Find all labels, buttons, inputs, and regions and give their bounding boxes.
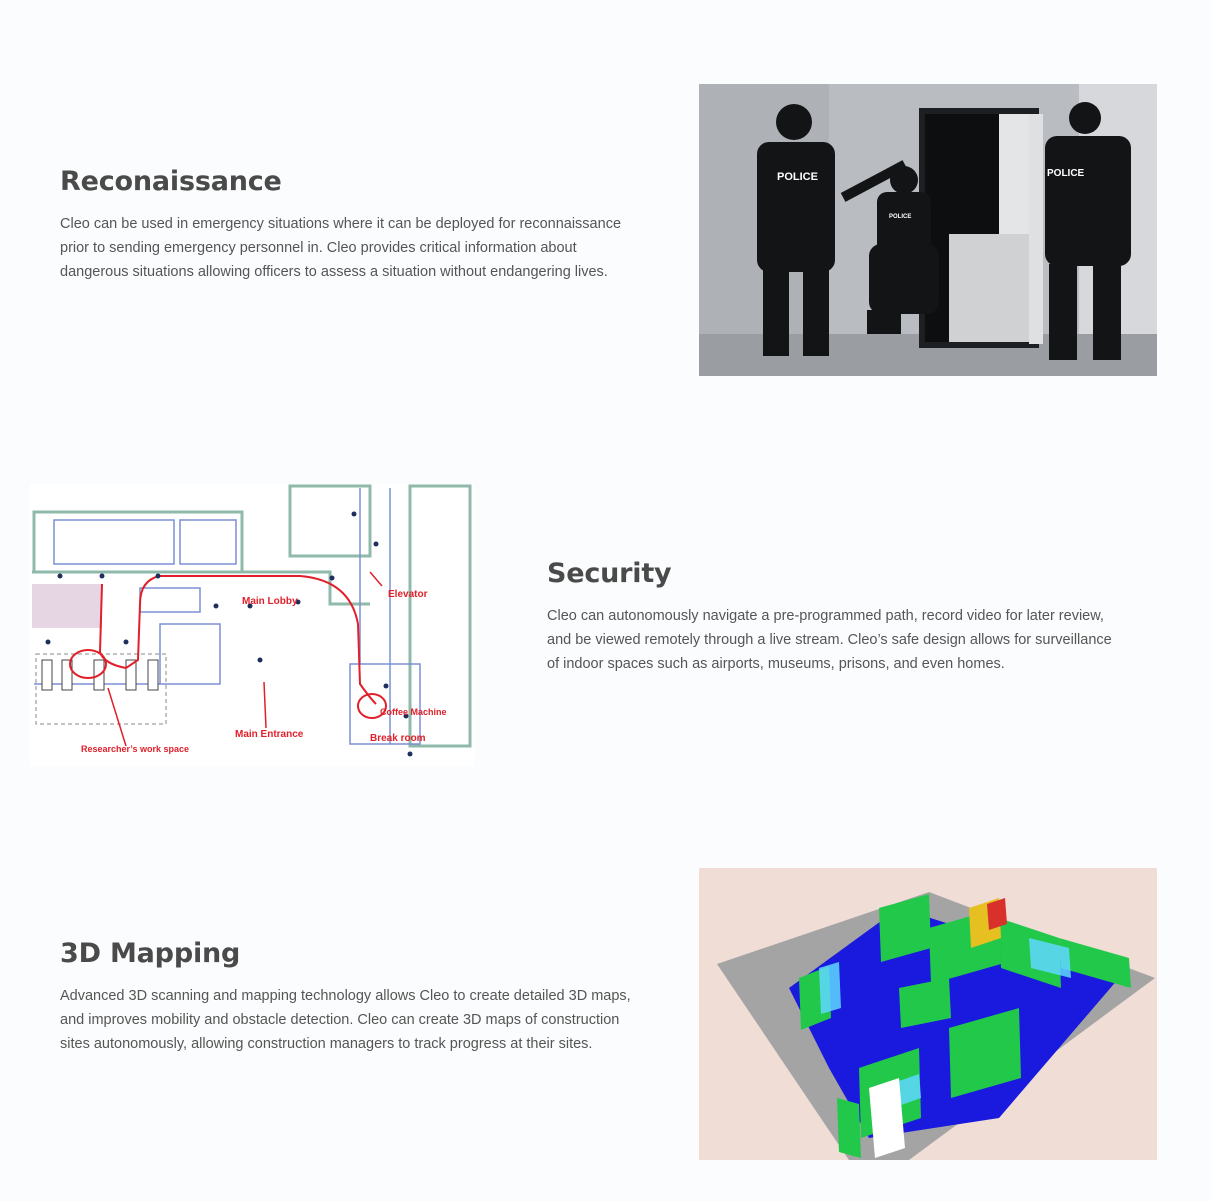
police-team-image [699,84,1157,376]
map-label-researcher-space: Researcher’s work space [81,744,190,754]
police-team-photo-icon [699,84,1157,376]
3d-map-image [699,868,1157,1160]
map-label-break-room: Break room [370,733,426,744]
police-patch-label: POLICE [777,171,818,183]
3d-mapping-section [0,820,1212,1201]
section-title: 3D Mapping [60,938,241,969]
floor-plan-image [30,484,474,766]
section-description: Advanced 3D scanning and mapping technology allows Cleo to create detailed 3D maps, and improves mobility and obstacle detection. Cleo can create 3D maps of construction sites autonomously, allowing construction managers to track progress at their sites. [60,988,631,1052]
section-description: Cleo can be used in emergency situations where it can be deployed for reconnaissance prior to sending emergency personnel in. Cleo provides critical information about dangerous situations allowing officers to assess a situation without endangering lives. [60,216,622,280]
floor-plan-map-icon [30,484,474,766]
section-title: Reconaissance [60,166,282,197]
map-label-elevator: Elevator [388,589,428,600]
3d-point-cloud-map-icon [699,868,1157,1160]
section-title: Security [547,558,672,589]
police-patch-label: POLICE [1047,168,1085,179]
map-label-main-lobby: Main Lobby [242,596,298,607]
security-section [0,420,1212,820]
map-label-coffee-machine: Coffee Machine [380,707,447,717]
reconnaissance-section [0,0,1212,420]
section-description: Cleo can autonomously navigate a pre-programmed path, record video for later review, and be viewed remotely through a live stream. Cleo’s safe design allows for surveillance of indoor spaces such as airports, museums, prisons, and even homes. [547,608,1112,672]
map-label-main-entrance: Main Entrance [235,729,304,740]
police-patch-label: POLICE [889,214,912,220]
